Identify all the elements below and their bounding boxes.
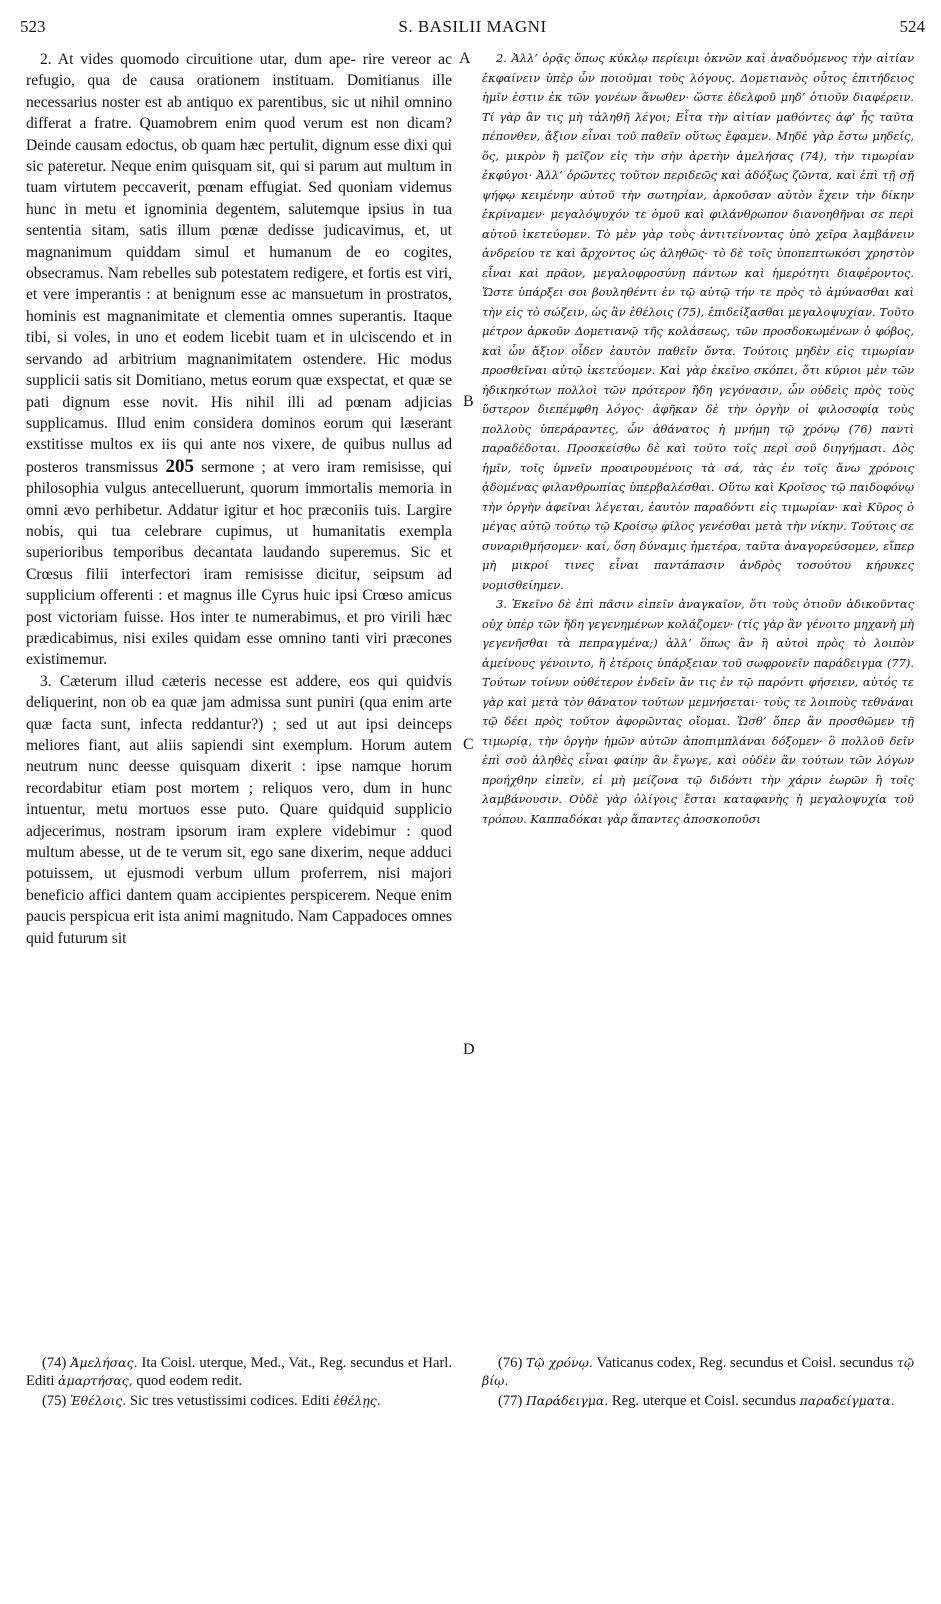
footnotes-right	[482, 1354, 914, 1412]
greek-paragraph-2: 2. Ἀλλ’ ὁρᾷς ὅπως κύκλῳ περίειμι ὀκνῶν καὶ ἀναδυόμενος τὴν αἰτίαν ἐκφαίνειν ὑπὲρ ὧν ποιοῦμαι τοὺς λόγους. Δομετιανὸς οὗτος ἐπιτήδειος ἡμῖν ἐστιν ἐκ τῶν γονέων ἄνωθεν· ὥστε ἐδελφοῦ μηδ’ ὁτιοῦν διαφέρειν. Τί γὰρ ἂν τις μὴ τἀληθῆ λέγοι; Εἶτα τὴν αἰτίαν μαθόντες ἀφ’ ἧς ταῦτα πέπονθεν, ἄξιον εἶναι τοῦ παθεῖν οὕτως ἔφαμεν. Μηδὲ γὰρ ἔστω μηδείς, ὅς, μικρὸν ἢ μεῖζον εἰς τὴν σὴν ἀρετὴν ἀμελήσας (74), τὴν τιμωρίαν ἐκφύγοι· Ἀλλ’ ὁρῶντες τοῦτον περιδεῶς καὶ ἀδόξως ζῶντα, καὶ ἐπὶ τῇ σῇ ψήφῳ κειμένην αὐτοῦ τὴν σωτηρίαν, ἀρκοῦσαν αὐτὸν ἔχειν τὴν δίκην ἐκρίναμεν· μεγαλόψυχόν τε ὁμοῦ καὶ φιλάνθρωπον διανοηθῆναι σε περὶ αὐτοῦ ἱκετεύομεν. Τὸ μὲν γὰρ τοὺς ἀντιτείνοντας ὑπὸ χεῖρα λαμβάνειν ἀνδρείου τε καὶ ἄρχοντος ὡς ἀληθῶς· τὸ δὲ τοῖς ὑποπεπτωκόσι χρηστὸν εἶναι καὶ πρᾶον, μεγαλοφροσύνῃ πάντων καὶ ἡμερότητι διαφέροντος. Ὥστε ὑπάρξει σοι βουληθέντι ἐν τῷ αὐτῷ τήν τε πρὸς τὸ ἀμύνασθαι καὶ τὴν εἰς τὸ σώζειν, ὡς ἂν ἐθέλοις (75), ἐπιδείξασθαι μεγαλοψυχίαν. Τοῦτο μέτρον ἀρκοῦν Δομετιανῷ τῆς κολάσεως, τῶν προσδοκωμένων ὁ φόβος, καὶ ὧν ἄξιον οἶδεν ἑαυτὸν παθεῖν ὄντα. Τούτοις μηδὲν εἰς τιμωρίαν προσθεῖναι αὐτῷ ἱκετεύομεν. Καὶ γὰρ ἐκεῖνο σκόπει, ὅτι κύριοι μὲν τῶν ἠδικηκότων πολλοὶ τῶν πρότερον ἤδη γεγόνασιν, ὧν οὐδεὶς πρὸς τοὺς ὕστερον διεπέμφθη λόγος· ἀφῆκαν δὲ τὴν ὀργὴν οἱ φιλοσοφίᾳ τοὺς πολλοὺς ὑπεράραντες, ὧν ἀθάνατος ἡ μνήμη τῷ χρόνῳ (76) παντὶ παραδέδοται. Προσκείσθω δὲ καὶ τοῦτο τοῖς περὶ σοῦ διηγήμασι. Δὸς ἡμῖν, τοῖς ὑμνεῖν προαιρουμένοις τὰ σά, τὰς ἐν τοῖς ἄνω χρόνοις ᾀδομένας φιλανθρωπίας ὑπερβαλέσθαι. Οὕτω καὶ Κροῖσος τῷ παιδοφόνῳ τὴν ὀργὴν ἀφεῖναι λέγεται, ἑαυτὸν παραδόντι εἰς τιμωρίαν· καὶ Κῦρος ὁ μέγας αὐτῷ τούτῳ τῷ Κροίσῳ φίλος γενέσθαι μετὰ τὴν νίκην. Τούτοις σε συναριθμήσομεν· καί, ὅση δύναμις ἡμετέρα, ταῦτα ἀναγορεύσομεν, εἴπερ μὴ μικροί τινες εἶναι παντάπασιν ἀνδρὸς τοσούτου κήρυκες νομισθείημεν.	[482, 51, 914, 592]
latin-column	[26, 49, 452, 949]
page-number-right: 524	[899, 17, 925, 36]
margin-marker-d: D	[463, 1041, 475, 1058]
margin-marker-a: A	[459, 50, 471, 67]
column-number: 205	[165, 455, 194, 477]
footnotes-left	[26, 1354, 452, 1412]
footnote-74: (74) Ἀμελήσας. Ita Coisl. uterque, Med., Vat., Reg. secundus et Harl. Editi ἁμαρτήσας, quod eodem redit.	[26, 1355, 453, 1389]
margin-marker-b: B	[463, 393, 474, 410]
margin-marker-c: C	[463, 736, 474, 753]
latin-paragraph-2: 2. At vides quomodo circuitione utar, dum ape- rire vereor ac refugio, qua de causa orationem instituam. Domitianus ille necessarius noster est ab antiquo ex parentibus, sic ut nihil omnino differat a fratre. Quamobrem enim quod verum est non dicam? Deinde causam edoctus, ob quam hæc pertulit, dignum esse dixi qui sic pateretur. Neque enim quisquam sit, qui si parum aut multum in tuam virtutem peccaverit, pœnam effugiat. Sed quoniam videmus hunc in metu et ignominia degentem, salutemque ipsius in tua sententia sitam, satis illum pœnæ dedisse judicavimus, et, ut magnanimum quiddam simul et humanum de eo cogites, obsecramus. Nam rebelles sub potestatem redigere, et fortis est viri, et vere imperantis : at benignum esse ac mansuetum in prostratos, hominis est magnanimitate et clementia omnes superantis. Itaque tibi, si voles, in uno et eodem licebit tuam et in ulciscendo et in servando ad arbitrium magnanimitatem ostendere. Hic modus supplicii satis sit Domitiano, metus eorum quæ exspectat, et quæ se pati dignum esse novit. His nihil illi ad pœnam adjicias supplicamus. Illud enim considera dominos eorum qui læserant exstitisse multos ex iis qui ante nos vixere, de quibus nullus ad posteros transmissus 205 sermone ; at vero iram remisisse, qui philosophia vulgus antecelluerunt, quorum immortalis memoria in omni ævo perhibetur. Addatur igitur et hoc præconiis tuis. Largire nobis, qui tua celebrare cupimus, ut humanitatis exempla superioribus temporibus decantata laudando superemus. Sic et Crœsus filii interfectori iram remisisse dicitur, seipsum ad supplicium offerenti : et magnus ille Cyrus huic ipsi Crœso amicus post victoriam fuisse. Hos inter te numerabimus, et pro virili hæc prædicabimus, nisi exiles quidam esse omnino tanti viri præcones existimemur.	[26, 51, 452, 669]
greek-paragraph-3: 3. Ἐκεῖνο δὲ ἐπὶ πᾶσιν εἰπεῖν ἀναγκαῖον, ὅτι τοὺς ὁτιοῦν ἀδικοῦντας οὐχ ὑπὲρ τῶν ἤδη γεγενημένων κολάζομεν· (τίς γὰρ ἂν γένοιτο μηχανὴ μὴ γεγενῆσθαι τὰ πεπραγμένα;) ἀλλ’ ὅπως ἂν ἢ αὐτοὶ πρὸς τὸ λοιπὸν ἀμείνους γένοιντο, ἢ ἑτέροις ὑπάρξειαν τοῦ σωφρονεῖν παράδειγμα (77). Τούτων τοίνυν οὐθέτερον ἐνδεῖν ἄν τις ἐν τῷ παρόντι φήσειεν, αὐτός τε γὰρ καὶ μετὰ τὸν θάνατον τούτων μεμνήσεται· τοὺς τε λοιποὺς τεθνάναι τῷ δέει πρὸς τοῦτον ἀφορῶντας οἴομαι. Ὥσθ’ ὅπερ ἂν προσθῶμεν τῇ τιμωρίᾳ, τὴν ὀργὴν ἡμῶν αὐτῶν ἀποπιμπλάναι δόξομεν· ὃ πολλοῦ δεῖν ἐπὶ σοῦ ἀληθὲς εἶναι φαίην ἂν ἔγωγε, καὶ οὐδὲν ἂν τούτων τῶν λόγων προήχθην εἰπεῖν, εἰ μὴ μείζονα τῷ διδόντι τὴν χάριν ἑωρῶν ἢ τοῖς λαμβάνουσιν. Οὐδὲ γὰρ ὀλίγοις ἔσται καταφανὴς ἡ μεγαλοψυχία τοῦ τρόπου. Καππαδόκαι γὰρ ἅπαντες ἀποσκοποῦσι	[482, 597, 914, 826]
page-number-left: 523	[20, 17, 46, 36]
running-header	[20, 17, 925, 41]
latin-paragraph-3: 3. Cæterum illud cæteris necesse est addere, eos qui quidvis deliquerint, non ob ea quæ jam admissa sunt puniri (qua enim arte quæ facta sunt, infecta reddantur?) ; sed ut aut ipsi deinceps meliores fiant, aut aliis sapiendi sint exemplum. Horum autem neutrum nunc deesse quisquam dixerit : ipse namque horum recordabitur etiam post mortem ; reliquos vero, dum in hunc intuentur, metu mortuos esse puto. Quare quidquid supplicio adjecerimus, nostram ipsorum iram explere videbimur : quod multum abesse, ut de te verum sit, ego sane dixerim, neque adduci potuissem, ut ejusmodi verbum ullum proferrem, nisi majori beneficio affici dantem quam accipientes perspicerem. Neque enim paucis perspicua erit ista animi magnitudo. Nam Cappadoces omnes quid futurum sit	[26, 672, 452, 947]
footnote-75: (75) Ἐθέλοις. Sic tres vetustissimi codices. Editi ἐθέλῃς.	[42, 1393, 381, 1409]
greek-column	[482, 49, 914, 829]
running-title: S. BASILII MAGNI	[398, 17, 547, 36]
footnote-76: (76) Τῷ χρόνῳ. Vaticanus codex, Reg. secundus et Coisl. secundus τῷ βίῳ.	[482, 1355, 915, 1388]
footnote-77: (77) Παράδειγμα. Reg. uterque et Coisl. secundus παραδείγματα.	[498, 1393, 895, 1409]
